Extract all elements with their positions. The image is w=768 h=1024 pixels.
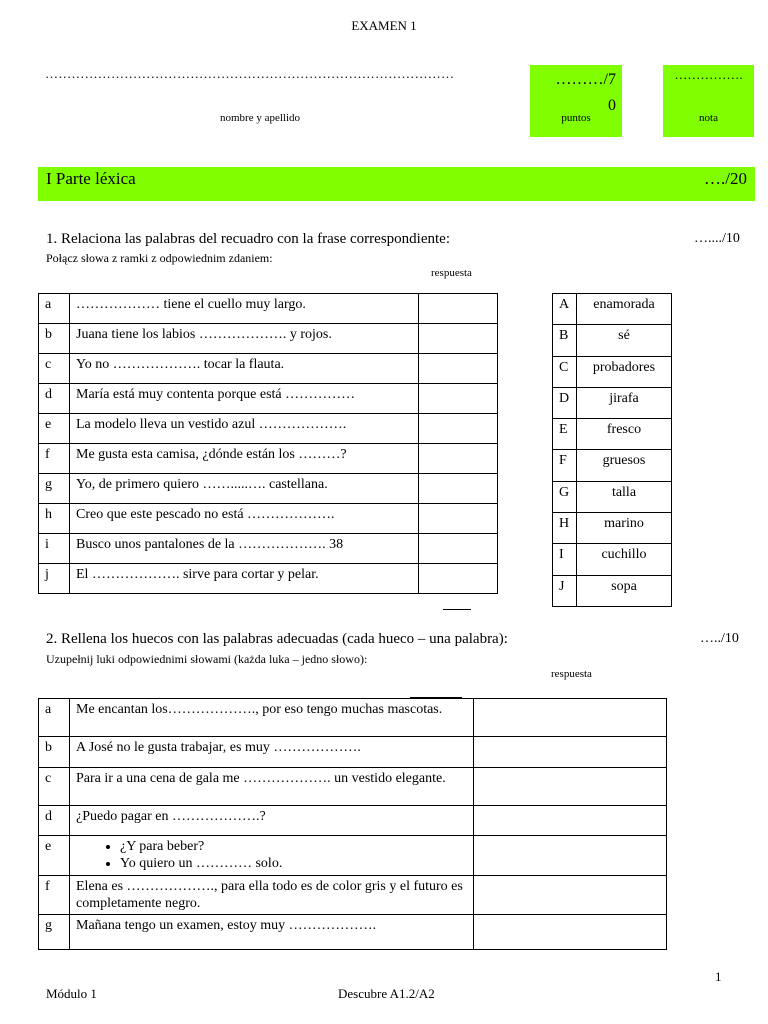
q1-title: 1. Relaciona las palabras del recuadro con la frase correspondiente:	[46, 231, 450, 247]
answer-cell[interactable]	[419, 294, 498, 324]
answer-cell[interactable]	[419, 444, 498, 474]
answer-cell[interactable]	[474, 806, 667, 836]
word-letter: C	[553, 356, 577, 387]
word-letter: D	[553, 387, 577, 418]
word-row	[553, 544, 672, 575]
table-row	[39, 324, 498, 354]
table-row	[39, 354, 498, 384]
row-sentence: Me encantan los………………., por eso tengo muchas mascotas.	[70, 699, 474, 737]
word-text: enamorada	[577, 294, 672, 325]
q1-subtitle: Połącz słowa z ramki z odpowiednim zdaniem:	[46, 251, 273, 265]
word-text: gruesos	[577, 450, 672, 481]
table-row	[39, 806, 667, 836]
word-text: sé	[577, 325, 672, 356]
answer-cell[interactable]	[419, 534, 498, 564]
row-sentence: A José no le gusta trabajar, es muy ……………….	[70, 737, 474, 768]
word-letter: E	[553, 419, 577, 450]
answer-cell[interactable]	[474, 737, 667, 768]
word-row	[553, 387, 672, 418]
row-letter: g	[39, 474, 70, 504]
row-letter: b	[39, 737, 70, 768]
answer-cell[interactable]	[419, 384, 498, 414]
answer-cell[interactable]	[474, 836, 667, 876]
q1-respuesta-label: respuesta	[431, 267, 472, 279]
row-sentence: La modelo lleva un vestido azul ……………….	[70, 414, 419, 444]
table-row	[39, 737, 667, 768]
row-sentence: Yo no ………………. tocar la flauta.	[70, 354, 419, 384]
part-title: I Parte léxica	[46, 169, 136, 188]
q1-answer-rule	[443, 609, 471, 610]
table-row	[39, 836, 667, 876]
word-letter: J	[553, 575, 577, 606]
name-field[interactable]: …………………………………………………………………………………	[45, 66, 455, 81]
word-text: fresco	[577, 419, 672, 450]
row-sentence: Me gusta esta camisa, ¿dónde están los ………?	[70, 444, 419, 474]
table-row	[39, 504, 498, 534]
dialog-line: • Yo quiero un ………… solo.	[120, 855, 467, 872]
word-letter: B	[553, 325, 577, 356]
answer-cell[interactable]	[474, 699, 667, 737]
word-text: talla	[577, 481, 672, 512]
answer-cell[interactable]	[474, 915, 667, 950]
part-banner	[38, 167, 755, 201]
row-letter: j	[39, 564, 70, 594]
answer-cell[interactable]	[419, 414, 498, 444]
row-sentence: El ………………. sirve para cortar y pelar.	[70, 564, 419, 594]
answer-cell[interactable]	[419, 474, 498, 504]
answer-cell[interactable]	[474, 768, 667, 806]
table-row	[39, 876, 667, 915]
row-sentence: María está muy contenta porque está ……………	[70, 384, 419, 414]
q2-title: 2. Rellena los huecos con las palabras adecuadas (cada hueco – una palabra):	[46, 631, 508, 647]
word-row	[553, 481, 672, 512]
answer-cell[interactable]	[419, 564, 498, 594]
part-score: …./20	[704, 169, 747, 188]
row-sentence: Elena es ………………., para ella todo es de color gris y el futuro es completamente negro.	[70, 876, 474, 915]
row-letter: f	[39, 876, 70, 915]
q1-word-box	[552, 293, 672, 607]
answer-cell[interactable]	[419, 504, 498, 534]
row-letter: i	[39, 534, 70, 564]
row-letter: c	[39, 768, 70, 806]
word-row	[553, 419, 672, 450]
q2-table	[38, 698, 667, 950]
row-sentence: Para ir a una cena de gala me ………………. un vestido elegante.	[70, 768, 474, 806]
q2-subtitle: Uzupełnij luki odpowiednimi słowami (każda luka – jedno słowo):	[46, 652, 368, 666]
word-letter: G	[553, 481, 577, 512]
word-letter: H	[553, 513, 577, 544]
word-text: probadores	[577, 356, 672, 387]
puntos-label: puntos	[561, 112, 591, 124]
word-text: sopa	[577, 575, 672, 606]
row-sentence: ¿Puedo pagar en ……………….?	[70, 806, 474, 836]
answer-cell[interactable]	[474, 876, 667, 915]
footer-module: Módulo 1	[46, 986, 97, 1001]
q1-table	[38, 293, 498, 594]
page-number: 1	[715, 969, 722, 984]
row-letter: a	[39, 699, 70, 737]
word-row	[553, 294, 672, 325]
table-row	[39, 414, 498, 444]
row-sentence: Yo, de primero quiero …….....…. castellana.	[70, 474, 419, 504]
answer-cell[interactable]	[419, 354, 498, 384]
word-row	[553, 450, 672, 481]
q1-score: …..../10	[694, 231, 740, 246]
word-row	[553, 325, 672, 356]
row-sentence: Busco unos pantalones de la ………………. 38	[70, 534, 419, 564]
word-row	[553, 356, 672, 387]
row-letter: g	[39, 915, 70, 950]
word-text: marino	[577, 513, 672, 544]
table-row	[39, 474, 498, 504]
row-sentence: Creo que este pescado no está ……………….	[70, 504, 419, 534]
row-sentence: Mañana tengo un examen, estoy muy ……………….	[70, 915, 474, 950]
row-letter: f	[39, 444, 70, 474]
dialog-list	[76, 838, 467, 872]
row-letter: h	[39, 504, 70, 534]
word-letter: F	[553, 450, 577, 481]
table-row	[39, 699, 667, 737]
answer-cell[interactable]	[419, 324, 498, 354]
q2-score: …../10	[700, 631, 739, 646]
row-letter: d	[39, 806, 70, 836]
row-letter: e	[39, 836, 70, 876]
row-letter: b	[39, 324, 70, 354]
row-sentence	[70, 836, 474, 876]
q2-respuesta-label: respuesta	[551, 668, 592, 680]
puntos-box	[530, 65, 622, 137]
row-letter: d	[39, 384, 70, 414]
exam-title: EXAMEN 1	[351, 18, 417, 33]
word-letter: I	[553, 544, 577, 575]
table-row	[39, 564, 498, 594]
nota-label: nota	[699, 112, 718, 124]
nota-box	[663, 65, 754, 137]
row-letter: c	[39, 354, 70, 384]
footer-book: Descubre A1.2/A2	[338, 986, 435, 1001]
nota-value: …………….	[674, 67, 743, 82]
table-row	[39, 384, 498, 414]
dialog-line: • ¿Y para beber?	[120, 838, 467, 855]
table-row	[39, 915, 667, 950]
word-letter: A	[553, 294, 577, 325]
row-letter: a	[39, 294, 70, 324]
puntos-value: ………/7 0	[555, 71, 616, 114]
word-text: cuchillo	[577, 544, 672, 575]
word-text: jirafa	[577, 387, 672, 418]
row-sentence: ……………… tiene el cuello muy largo.	[70, 294, 419, 324]
table-row	[39, 534, 498, 564]
word-row	[553, 513, 672, 544]
word-row	[553, 575, 672, 606]
table-row	[39, 294, 498, 324]
table-row	[39, 768, 667, 806]
row-sentence: Juana tiene los labios ………………. y rojos.	[70, 324, 419, 354]
name-label: nombre y apellido	[220, 112, 301, 124]
table-row	[39, 444, 498, 474]
row-letter: e	[39, 414, 70, 444]
